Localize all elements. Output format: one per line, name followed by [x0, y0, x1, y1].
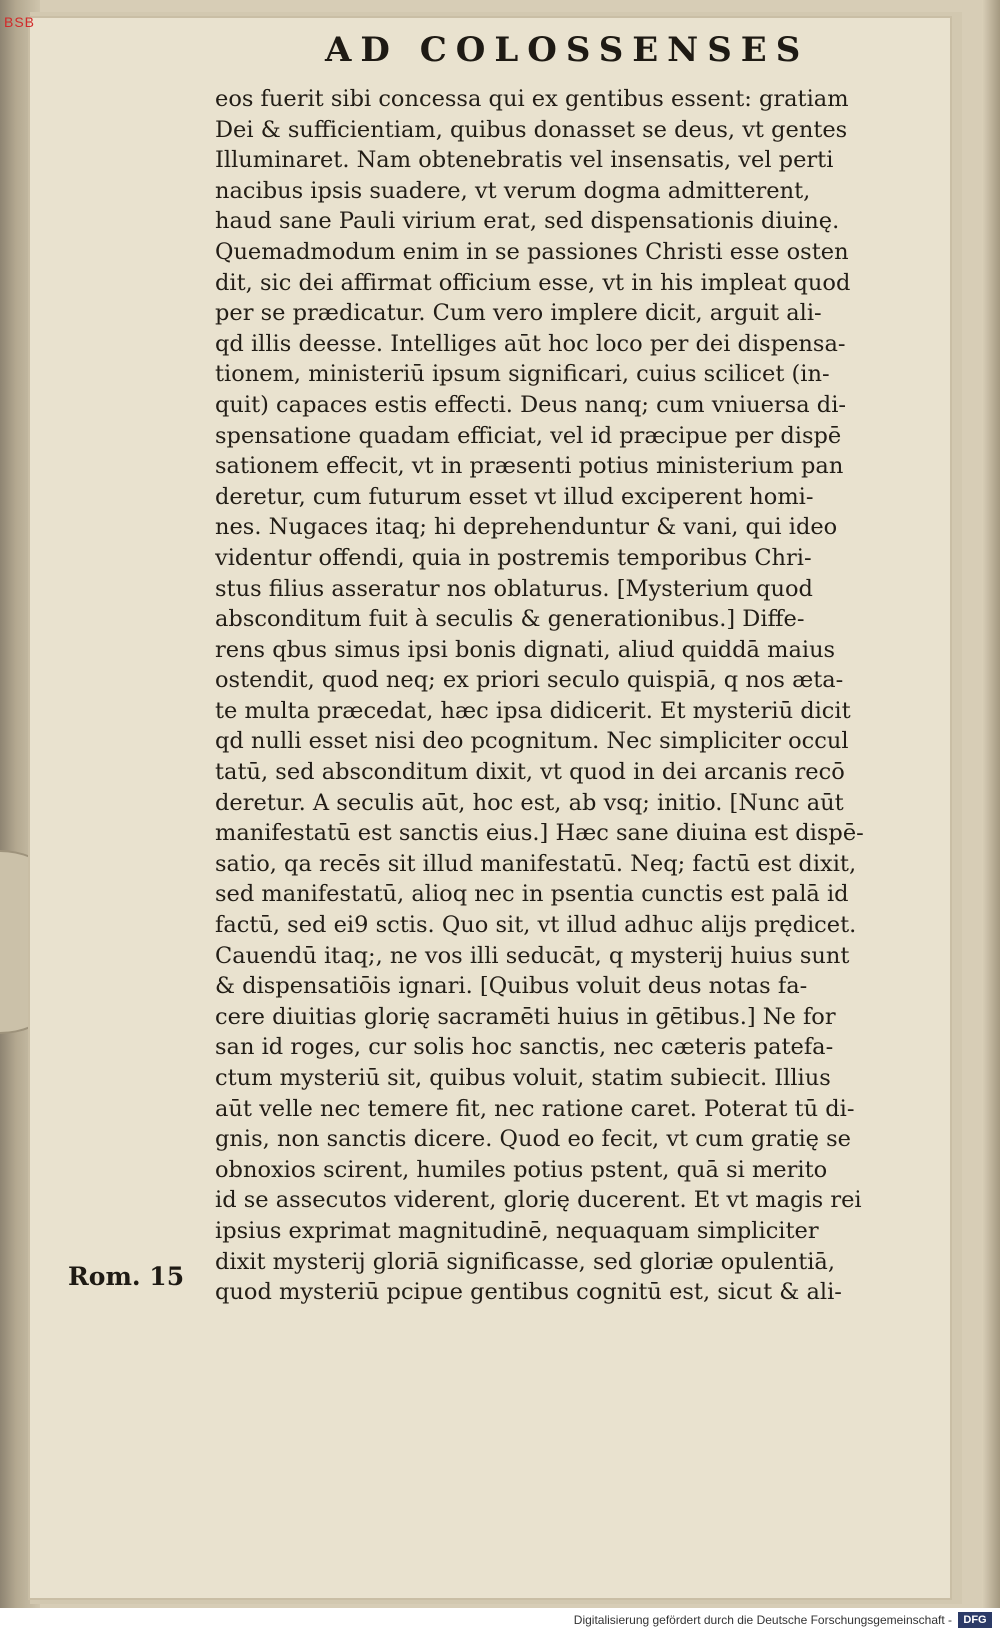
dfg-logo: DFG	[958, 1612, 992, 1628]
page-stack-edge	[982, 0, 1000, 1608]
text-line: ipsius exprimat magnitudinē, nequaquam simpliciter	[215, 1217, 819, 1244]
text-line: satio, qa recēs sit illud manifestatū. Neq; factū est dixit,	[215, 850, 857, 877]
text-line: deretur, cum futurum esset vt illud exciperent homi-	[215, 483, 814, 510]
text-line: factū, sed ei9 sctis. Quo sit, vt illud adhuc alijs prędicet.	[215, 912, 857, 939]
footer-bar	[0, 1608, 1000, 1634]
text-line: dit, sic dei affirmat officium esse, vt in his impleat quod	[215, 269, 851, 296]
text-line: Quemadmodum enim in se passiones Christi esse osten	[215, 238, 849, 265]
body-text	[215, 84, 915, 1308]
margin-note: Rom. 15	[68, 1262, 185, 1291]
text-line: rens qbus simus ipsi bonis dignati, aliud quiddā maius	[215, 636, 836, 663]
text-line: id se assecutos viderent, glorię ducerent. Et vt magis rei	[215, 1187, 862, 1214]
text-line: gnis, non sanctis dicere. Quod eo fecit, vt cum gratię se	[215, 1126, 851, 1153]
text-line: quod mysteriū pcipue gentibus cognitū est, sicut & ali-	[215, 1279, 842, 1306]
text-line: Dei & sufficientiam, quibus donasset se deus, vt gentes	[215, 116, 848, 143]
text-line: qd illis deesse. Intelliges aūt hoc loco per dei dispensa-	[215, 330, 846, 357]
text-line: & dispensatiōis ignari. [Quibus voluit deus notas fa-	[215, 973, 808, 1000]
text-line: eos fuerit sibi concessa qui ex gentibus essent: gratiam	[215, 86, 849, 112]
text-line: haud sane Pauli virium erat, sed dispensationis diuinę.	[215, 208, 840, 235]
text-line: absconditum fuit à seculis & generationibus.] Diffe-	[215, 606, 805, 633]
text-line: per se prædicatur. Cum vero implere dicit, arguit ali-	[215, 300, 822, 327]
text-line: aūt velle nec temere fit, nec ratione caret. Poterat tū di-	[215, 1095, 855, 1122]
funding-credit: Digitalisierung gefördert durch die Deutsche Forschungsgemeinschaft -	[573, 1613, 952, 1627]
text-line: nes. Nugaces itaq; hi deprehenduntur & vani, qui ideo	[215, 514, 838, 541]
text-line: qd nulli esset nisi deo pcognitum. Nec simpliciter occul	[215, 728, 849, 755]
text-line: obnoxios scirent, humiles potius pstent, quā si merito	[215, 1156, 828, 1183]
text-line: Illuminaret. Nam obtenebratis vel insensatis, vel perti	[215, 147, 834, 174]
text-line: quit) capaces estis effecti. Deus nanq; cum vniuersa di-	[215, 391, 846, 418]
text-line: san id roges, cur solis hoc sanctis, nec cæteris patefa-	[215, 1034, 834, 1061]
text-line: tionem, ministeriū ipsum significari, cuius scilicet (in-	[215, 361, 830, 388]
text-line: videntur offendi, quia in postremis temporibus Chri-	[215, 544, 812, 571]
text-line: sed manifestatū, alioq nec in psentia cunctis est palā id	[215, 881, 849, 908]
running-head: AD COLOSSENSES	[325, 30, 810, 70]
text-line: ostendit, quod neq; ex priori seculo quispiā, q nos æta-	[215, 667, 844, 694]
text-line: dixit mysterij gloriā significasse, sed gloriæ opulentiā,	[215, 1248, 836, 1275]
text-line: cere diuitias glorię sacramēti huius in gētibus.] Ne for	[215, 1003, 836, 1030]
text-line: tatū, sed absconditum dixit, vt quod in dei arcanis recō	[215, 759, 845, 786]
text-line: sationem effecit, vt in præsenti potius ministerium pan	[215, 453, 844, 480]
text-line: deretur. A seculis aūt, hoc est, ab vsq; initio. [Nunc aūt	[215, 789, 844, 816]
text-line: te multa præcedat, hæc ipsa didicerit. Et mysteriū dicit	[215, 697, 851, 724]
text-line: nacibus ipsis suadere, vt verum dogma admitterent,	[215, 177, 811, 204]
text-line: stus filius asseratur nos oblaturus. [Mysterium quod	[215, 575, 813, 602]
text-line: manifestatū est sanctis eius.] Hæc sane diuina est dispē-	[215, 820, 864, 847]
text-line: spensatione quadam efficiat, vel id præcipue per dispē	[215, 422, 842, 449]
text-line: ctum mysteriū sit, quibus voluit, statim subiecit. Illius	[215, 1065, 831, 1091]
text-line: Cauendū itaq;, ne vos illi seducāt, q mysterij huius sunt	[215, 942, 850, 969]
library-stamp: BSB	[4, 14, 36, 30]
